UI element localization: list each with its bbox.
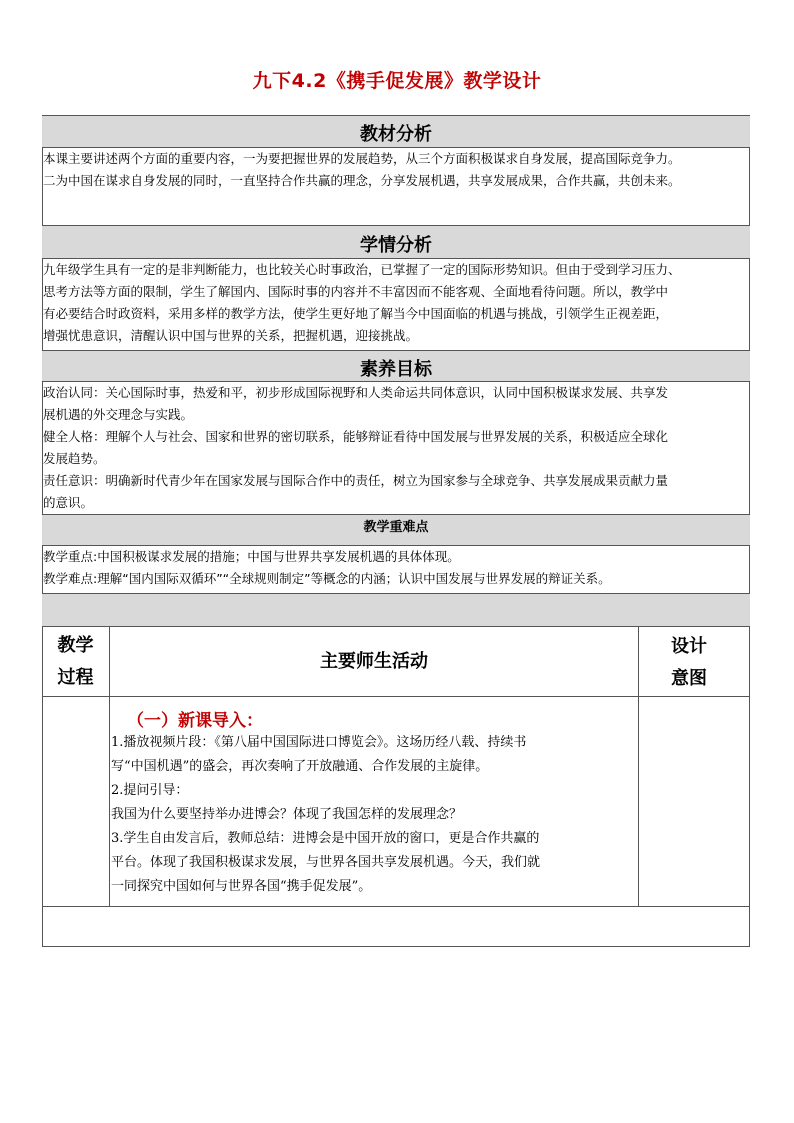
student-analysis-heading: 学情分析 xyxy=(42,225,750,259)
goals-line-4: 发展趋势。 xyxy=(43,451,106,466)
intro-line-2: 写“中国机遇”的盛会，再次奏响了开放融通、合作发展的主旋律。 xyxy=(111,759,489,774)
textbook-line-2: 二为中国在谋求自身发展的同时，一直坚持合作共赢的理念，分享发展机遇，共享发展成果，合作共赢，共创未来。 xyxy=(43,173,681,188)
goals-line-2: 展机遇的外交理念与实践。 xyxy=(43,407,194,422)
process-column-header xyxy=(42,630,109,694)
student-line-2: 思考方法等方面的限制，学生了解国内、国际时事的内容并不丰富因而不能客观、全面地看待问题。所以，教学中 xyxy=(43,284,669,299)
table-row-divider xyxy=(42,906,750,907)
table-header-divider xyxy=(42,696,750,697)
student-line-3: 有必要结合时政资料，采用多样的教学方法，使学生更好地了解当今中国面临的机遇与挑战，引领学生正视差距， xyxy=(43,306,669,321)
intro-line-1: 1.播放视频片段：《第八届中国国际进口博览会》。这场历经八载、持续书 xyxy=(111,735,527,750)
empty-gray-row xyxy=(42,593,750,627)
keypoints-heading: 教学重难点 xyxy=(42,514,750,546)
document-title: 九下4.2《携手促发展》教学设计 xyxy=(252,70,542,92)
goals-heading: 素养目标 xyxy=(42,350,750,382)
student-line-4: 增强忧患意识，清醒认识中国与世界的关系，把握机遇，迎接挑战。 xyxy=(43,328,419,343)
intro-line-5: 3.学生自由发言后，教师总结：进博会是中国开放的窗口，更是合作共赢的 xyxy=(111,831,540,846)
intro-line-6: 平台。体现了我国积极谋求发展，与世界各国共享发展机遇。今天，我们就 xyxy=(111,855,541,870)
intent-header-line-2: 意图 xyxy=(671,668,707,689)
activities-column-header: 主要师生活动 xyxy=(320,651,428,672)
keypoints-line-1: 教学重点:中国积极谋求发展的措施；中国与世界共享发展机遇的具体体现。 xyxy=(43,549,460,564)
intent-header-line-1: 设计 xyxy=(671,636,707,657)
intro-line-4: 我国为什么要坚持举办进博会？体现了我国怎样的发展理念？ xyxy=(111,807,463,822)
textbook-analysis-heading: 教材分析 xyxy=(42,115,750,148)
intro-line-3: 2.提问引导： xyxy=(111,783,189,798)
textbook-line-1: 本课主要讲述两个方面的重要内容，一为要把握世界的发展趋势，从三个方面积极谋求自身发展，提高国际竞争力。 xyxy=(43,151,681,166)
process-header-line-1: 教学 xyxy=(57,635,94,656)
intro-line-7: 一同探究中国如何与世界各国“携手促发展”。 xyxy=(111,879,372,894)
goals-line-1: 政治认同：关心国际时事，热爱和平，初步形成国际视野和人类命运共同体意识，认同中国积极谋求发展、共享发 xyxy=(43,385,669,400)
process-header-line-2: 过程 xyxy=(57,667,94,688)
section-heading-intro: （一）新课导入： xyxy=(127,711,263,731)
intent-column-header xyxy=(639,631,739,695)
goals-line-3: 健全人格：理解个人与社会、国家和世界的密切联系，能够辩证看待中国发展与世界发展的关系，积极适应全球化 xyxy=(43,429,669,444)
keypoints-line-2: 教学难点:理解“国内国际双循环”“全球规则制定”等概念的内涵；认识中国发展与世界发展的辩证关系。 xyxy=(43,571,611,586)
goals-line-5: 责任意识：明确新时代青少年在国家发展与国际合作中的责任，树立为国家参与全球竞争、共享发展成果贡献力量 xyxy=(43,473,669,488)
student-line-1: 九年级学生具有一定的是非判断能力，也比较关心时事政治，已掌握了一定的国际形势知识。但由于受到学习压力、 xyxy=(43,262,681,277)
goals-line-6: 的意识。 xyxy=(43,495,94,510)
